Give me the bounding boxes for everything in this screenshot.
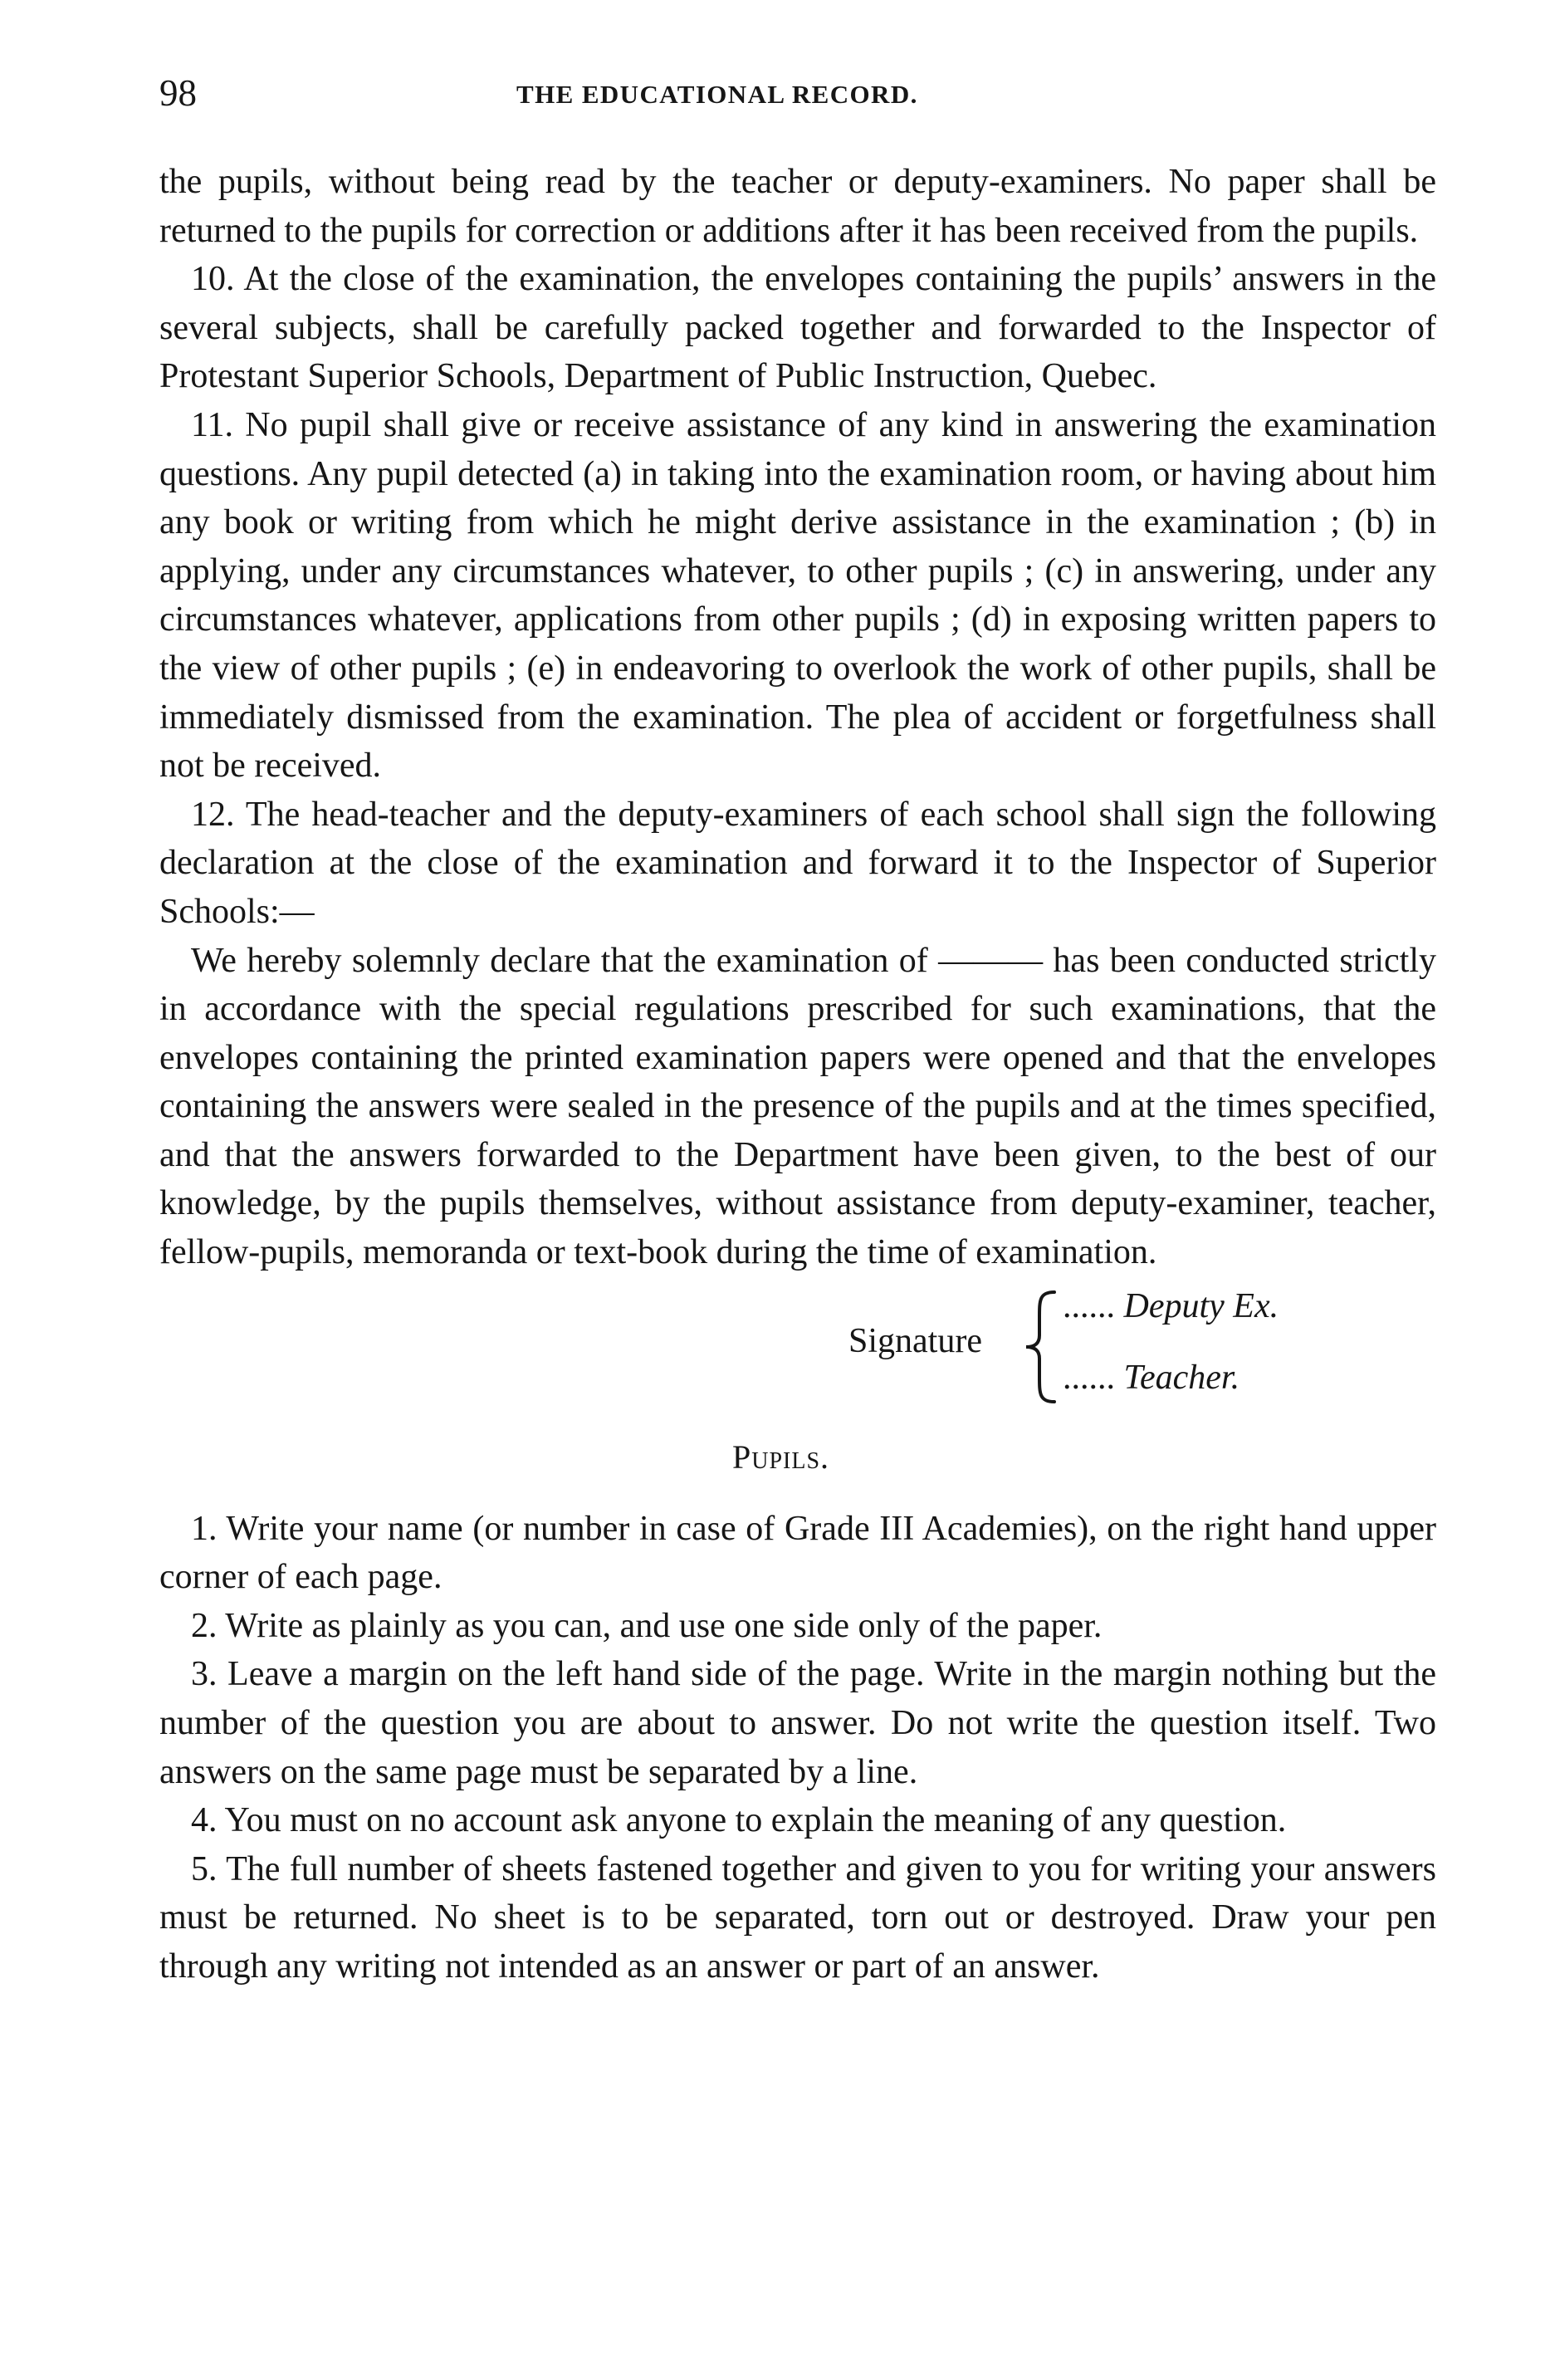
declaration-text: We hereby solemnly declare that the examination of ——— has been conducted strictly in accordance with the special regulations prescribed for such examinations, that the envelopes containing the printed examination papers were opened and that the envelopes containing the answers were sealed in the presence of the pupils and at the times specified, and that the answers forwarded to the Department have been given, to the best of our knowledge, by the pupils themselves, without assistance from deputy-examiner, teacher, fellow-pupils, memoranda or text-book during the time of examination. (159, 941, 1436, 1272)
signature-block (159, 1282, 1436, 1418)
pupil-instruction-1: 1. Write your name (or number in case of Grade III Academies), on the right hand upper corner of each page. (159, 1509, 1436, 1597)
signature-label: Signature (848, 1321, 982, 1360)
running-title: THE EDUCATIONAL RECORD. (516, 80, 918, 109)
section-heading-pupils: Pupils. (732, 1437, 830, 1476)
signature-line-deputy (1063, 1282, 1279, 1330)
page-body (159, 158, 1436, 1991)
paragraph-rule-12: 12. The head-teacher and the deputy-examiners of each school shall sign the following declaration at the close of the examination and forward it to the Inspector of Superior Schools:— (159, 795, 1436, 931)
paragraph-rule-10: 10. At the close of the examination, the envelopes containing the pupils’ answers in the several subjects, shall be carefully packed together and forwarded to the Inspector of Protestant Superior Schools, Department of Public Instruction, Quebec. (159, 260, 1436, 396)
brace-icon (1021, 1289, 1064, 1405)
page-number: 98 (159, 72, 197, 114)
paragraph-rule-11: 11. No pupil shall give or receive assistance of any kind in answering the examination questions. Any pupil detected (a) in taking into the examination room, or having about him any book or writing from which he might derive assistance in the examination ; (b) in applying, under any circumstances whatever, to other pupils ; (c) in answering, under any circumstances whatever, applications from other pupils ; (d) in exposing written papers to the view of other pupils ; (e) in endeavoring to overlook the work of other pupils, shall be immediately dismissed from the examination. The plea of accident or forgetfulness shall not be received. (159, 405, 1436, 786)
pupil-instruction-5: 5. The full number of sheets fastened together and given to you for writing your answers must be returned. No sheet is to be separated, torn out or destroyed. Draw your pen through any writing not intended as an answer or part of an answer. (159, 1849, 1436, 1986)
page-header (159, 68, 1438, 118)
deputy-dots: ...... (1063, 1286, 1115, 1325)
pupil-instruction-3: 3. Leave a margin on the left hand side of the page. Write in the margin nothing but the number of the question you are about to answer. Do not write the question itself. Two answers on the same page must be separated by a line. (159, 1655, 1436, 1791)
paragraph-continuation: the pupils, without being read by the teacher or deputy-examiners. No paper shall be returned to the pupils for correction or additions after it has been received from the pupils. (159, 163, 1436, 250)
signature-line-teacher (1063, 1354, 1240, 1402)
pupil-instruction-4: 4. You must on no account ask anyone to explain the meaning of any question. (191, 1801, 1287, 1840)
teacher-dots: ...... (1063, 1358, 1115, 1397)
pupil-instruction-2: 2. Write as plainly as you can, and use one side only of the paper. (191, 1606, 1103, 1645)
deputy-role: Deputy Ex. (1123, 1286, 1279, 1325)
teacher-role: Teacher. (1123, 1358, 1240, 1397)
